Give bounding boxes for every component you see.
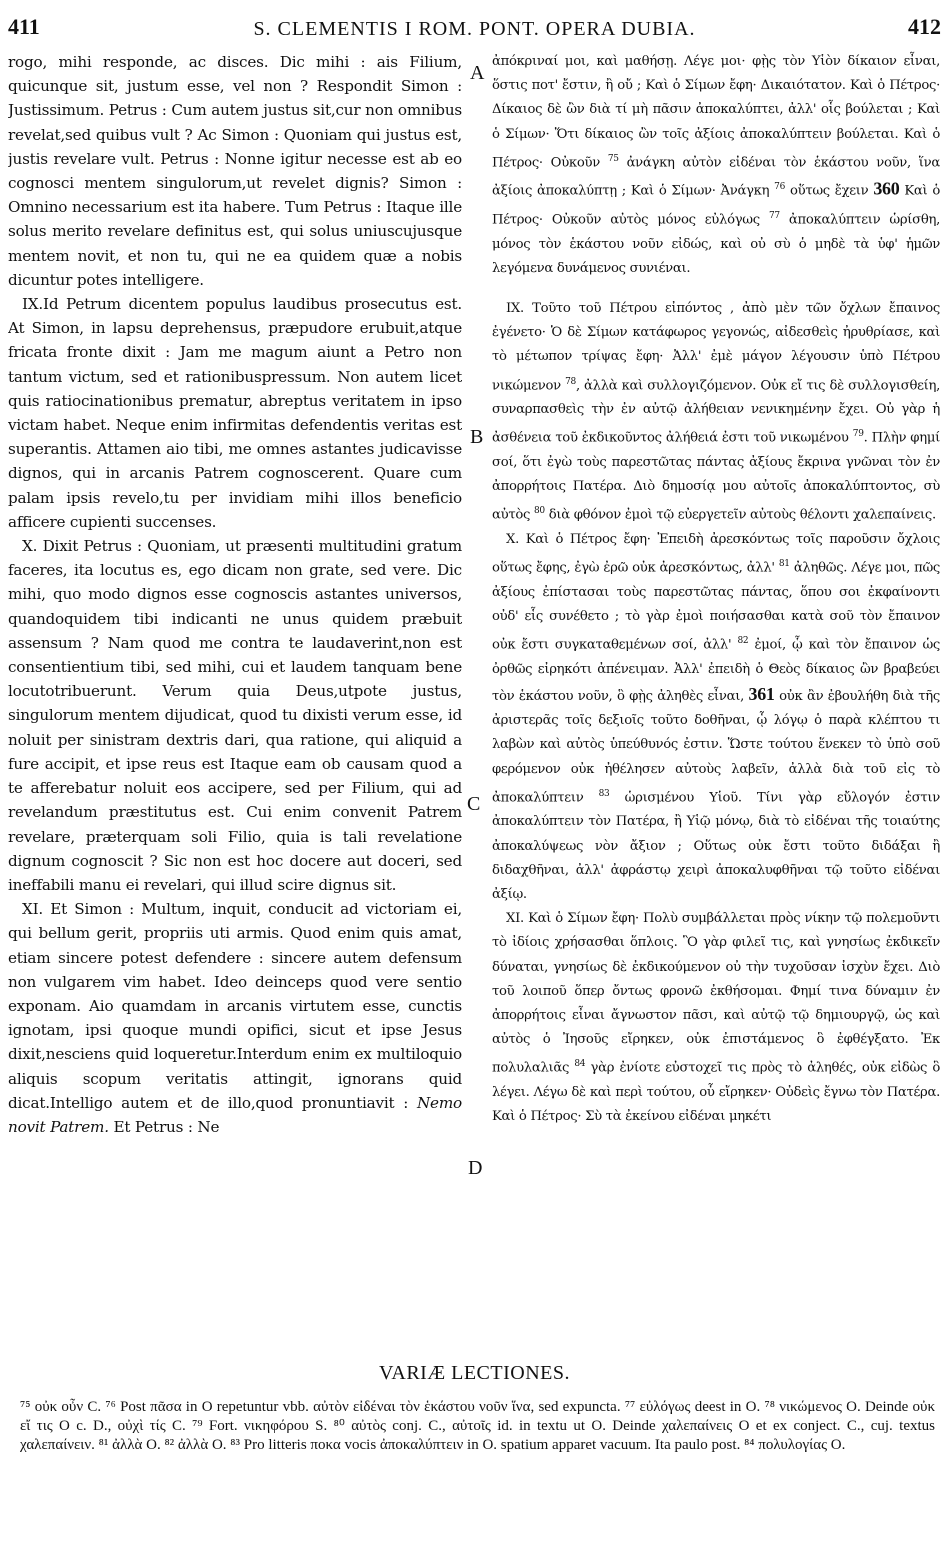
latin-text: XI. Et Simon : Multum, inquit, conducit ad victoriam ei, qui bellum gerit, propriis uti armis. Quod enim quis amat, etiam sincere potest defendere : sincere autem defensum non vulgarem vim habet. Ideo deinceps quod vere sentio exponam. Aio quamdam in arcanis virtutem esse, cunctis ignotam, ipsi quoque mundi opifici, sicut et ipse Jesus dixit,nesciens quid loqueretur.Interdum enim ex multiloquio aliquis scopum veritatis attingit, ignorans quid dicat.Intelligo autem et de illo,quod pronuntiavit : bbox=[8, 900, 462, 1112]
latin-column bbox=[8, 50, 462, 1340]
margin-letter-a: A bbox=[470, 62, 485, 84]
greek-text: ἐμοί, ᾧ καὶ τὸν ἔπαινον ὡς ὀρθῶς εἰρηκότι ἀπένειμαν. Ἀλλ' ἐπειδὴ ὁ Θεὸς δίκαιος ὢν βραβεύει τὸν ἑκάστου νοῦν, ὃ φῂς ἀληθὲς εἶναι, bbox=[492, 637, 940, 704]
greek-text: ἀπόκριναί μοι, καὶ μαθήσῃ. Λέγε μοι· φῂς τὸν Υἱὸν δίκαιον εἶναι, ὅστις ποτ' ἔστιν, ἢ οὔ ; Καὶ ὁ Σίμων ἔφη· Δικαιότατον. Καὶ ὁ Πέτρος· Δίκαιος δὲ ὢν διὰ τί μὴ πᾶσιν ἀποκαλύπτει, ἀλλ' οἷς βούλεται ; Καὶ ὁ Σίμων· Ὅτι δίκαιος ὢν τοῖς ἀξίοις ἀποκαλύπτειν βούλεται. Καὶ ὁ Πέτρος· Οὐκοῦν bbox=[492, 54, 940, 171]
greek-text: ἀνάγκη αὐτὸν εἰδέναι τὸν ἑκάστου νοῦν, ἵνα ἀξίοις ἀποκαλύπτῃ ; Καὶ ὁ Σίμων· Ἀνάγκη bbox=[492, 155, 940, 199]
greek-text: XI. Καὶ ὁ Σίμων ἔφη· Πολὺ συμβάλλεται πρὸς νίκην τῷ πολεμοῦντι τὸ ἰδίοις χρήσασθαι ὅπλοις. Ὃ γὰρ φιλεῖ τις, καὶ γνησίως ἐκδικεῖν δύναται, γνησίως δὲ ἐκδικούμενον οὐ τὴν τυχοῦσαν ἰσχὺν ἔχει. Διὸ τοῦ λοιποῦ ὅπερ ὄντως φρονῶ ἐκθήσομαι. Φημί τινα δύναμιν ἐν ἀπορρήτοις εἶναι ἄγνωστον πᾶσι, καὶ αὐτῷ τῷ δημιουργῷ, ὡς καὶ αὐτὸς ὁ Ἰησοῦς εἴρηκεν, οὐκ ἐπιστάμενος ὃ ἐφθέγξατο. Ἐκ πολυλαλιᾶς bbox=[492, 911, 940, 1076]
footnote-ref: 84 bbox=[574, 1059, 586, 1070]
latin-paragraph: X. Dixit Petrus : Quoniam, ut præsenti multitudini gratum faceres, ita locutus es, ego dicam non grate, sed vere. Dic mihi, quo modo dignos esse cognoscis astantes universos, quandoquidem tibi indicanti ne unus quidem præbuit assensum ? Nam quod me contra te laudaverint,non est consentientium tibi, sed mihi, cui et laudem tanquam bene locutotribuerunt. Verum quia Deus,utpote justus, singulorum mentem dijudicat, quod tu dixisti verum esse, id noluit per sinistram dextris dari, qua ratione, qui aliquid a fure accipit, et ipse reus est Itaque eam ob causam quod a te afferebatur noluit eos accipere, sed per Filium, qui ad revelandum præstitutus est. Cui enim convenit Patrem revelare, præterquam soli Filio, quia is tali revelatione dignum cognoscit ? Sic non est hoc docere aut doceri, sed ineffabili manu ei revelari, qui illud scire dignus sit. bbox=[8, 537, 462, 894]
footnote-ref: 77 bbox=[768, 211, 780, 221]
greek-paragraph bbox=[492, 50, 940, 281]
greek-text: ὡρισμένου Υἱοῦ. Τίνι γὰρ εὔλογόν ἐστιν ἀποκαλύπτειν τὸν Πατέρα, ἢ Υἱῷ μόνῳ, διὰ τὸ εἰδέναι τῆς τοιαύτης ἀποκαλύψεως νὸν ἄξιον ; Οὕτως οὐκ ἔστι τοῦτο διδάξαι ἢ διδαχθῆναι, ἀλλ' ἀφράστῳ χειρὶ ἀποκαλυφθῆναι τῷ τοῦτο εἰδέναι ἀξίῳ. bbox=[492, 790, 940, 903]
greek-text: ἀληθῶς. Λέγε μοι, πῶς ἀξίους ἐπίστασαι τοὺς παρεστῶτας πάντας, ὅπου σοι ἐκφαίνοντι οὐδ' εἷς συνέθετο ; τὸ γὰρ ἐμοὶ ποιήσασθαι κατὰ σοῦ τὸν ἔπαινον οὐκ ἔστι συγκαταθεμένων σοί, ἀλλ' bbox=[492, 560, 940, 653]
footnote-ref: 81 bbox=[778, 559, 790, 570]
latin-paragraph: rogo, mihi responde, ac disces. Dic mihi : ais Filium, quicunque sit, justum esse, vel non ? Respondit Simon : Justissimum. Petrus : Cum autem justus sit,cur non omnibus revelat,sed quibus vult ? Ac Simon : Quoniam qui justus est, justis revelare vult. Petrus : Nonne igitur necesse est ab eo cognosci mentem singulorum,ut revelet dignis? Simon : Omnino necessarium est ita habere. Tum Petrus : Itaque ille solus merito revelare definitus est, qui solus uniuscujusque mentem novit, et non tu, qui ne ea quidem quæ a nobis dicuntur potes intelligere. bbox=[8, 53, 462, 289]
footnote-ref: 80 bbox=[533, 506, 545, 517]
greek-text: ἀποκαλύπτειν ὡρίσθη, μόνος τὸν ἑκάστου νοῦν εἰδώς, καὶ οὐ σὺ ὁ μηδὲ τὰ ὑφ' ἡμῶν λεγόμενα δυνάμενος συνιέναι. bbox=[492, 212, 940, 276]
footnote-ref: 83 bbox=[598, 788, 610, 799]
page-number-left: 411 bbox=[8, 14, 40, 39]
footnote-ref: 75 bbox=[607, 153, 619, 164]
column-marker-360: 360 bbox=[873, 178, 900, 199]
greek-text: Καὶ ὁ Πέτρος· Οὐκοῦν αὐτὸς μόνος εὐλόγως bbox=[492, 183, 940, 228]
latin-paragraph: IX.Id Petrum dicentem populus laudibus prosecutus est. At Simon, in lapsu deprehensus, præpudore erubuit,atque fricata fronte dixit : Jam me magum aiunt a Petro non tantum victum, sed et rationibuspressum. Non autem licet quis ratiocinationibus prematur, abreptus veritatem in ipso victam habet. Neque enim infirmitas defendentis veritas est superantis. Attamen aio tibi, me omnes astantes judicavisse dignos, qui in arcanis Patrem cognoscerent. Quare cum palam ipsis revelo,tu per invidiam mihi illos beneficio afficere cupienti succenses. bbox=[8, 295, 462, 531]
variae-lectiones-heading: VARIÆ LECTIONES. bbox=[379, 1362, 570, 1384]
latin-quotation: Nemo novit Patrem. bbox=[8, 1093, 462, 1136]
greek-column bbox=[492, 50, 940, 1340]
greek-paragraph bbox=[492, 297, 940, 528]
greek-text: οὐκ ἂν ἐβουλήθη διὰ τῆς ἀριστερᾶς τοῖς δεξιοῖς τοῦτο δοθῆναι, ᾧ λόγῳ ὁ παρὰ κλέπτου τι λαβὼν καὶ αὐτὸς ὑπεύθυνός ἐστιν. Ὥστε τούτου ἕνεκεν τὸ ὑπὸ σοῦ φερόμενον οὐκ ἠθέλησεν αὐτοὺς λαβεῖν, ἀλλὰ διὰ τοῦ εἰς τὸ ἀποκαλύπτειν bbox=[492, 689, 940, 806]
margin-letter-b: B bbox=[470, 426, 484, 448]
footnote-ref: 82 bbox=[737, 636, 749, 647]
latin-text: Et Petrus : Ne bbox=[113, 1117, 220, 1136]
greek-text: οὕτως ἔχειν bbox=[789, 183, 869, 199]
greek-paragraph bbox=[492, 907, 940, 1129]
footnote-ref: 79 bbox=[852, 429, 864, 440]
greek-text: IX. Τοῦτο τοῦ Πέτρου εἰπόντος , ἀπὸ μὲν τῶν ὄχλων ἔπαινος ἐγένετο· Ὁ δὲ Σίμων κατάφωρος γεγονώς, αἰδεσθεὶς ἠρυθρίασε, καὶ τὸ μέτωπον τρίψας ἔφη· Ἀλλ' ἐμὲ μάγον λέγουσιν ὑπὸ Πέτρου νικώμενον bbox=[492, 301, 940, 393]
greek-text: X. Καὶ ὁ Πέτρος ἔφη· Ἐπειδὴ ἀρεσκόντως τοῖς παροῦσιν ὄχλοις οὕτως ἔφης, ἐγὼ ἐρῶ οὐκ ἀρεσκόντως, ἀλλ' bbox=[492, 532, 940, 576]
greek-text: γὰρ ἐνίοτε εὐστοχεῖ τις πρὸς τὸ ἀληθές, οὐκ εἰδὼς ὃ λέγει. Λέγω δὲ καὶ περὶ τούτου, οὗ εἴρηκεν· Οὐδεὶς ἔγνω τὸν Πατέρα. Καὶ ὁ Πέτρος· Σὺ τὰ ἐκείνου εἰδέναι μηκέτι bbox=[492, 1060, 940, 1125]
footnote-ref: 78 bbox=[565, 376, 576, 387]
greek-paragraph bbox=[492, 528, 940, 907]
variae-lectiones-notes: ⁷⁵ οὐκ οὖν C. ⁷⁶ Post πᾶσα in O repetuntur vbb. αὐτὸν εἰδέναι τὸν ἑκάστου νοῦν ἵνα, sed expuncta. ⁷⁷ εὐλόγως deest in O. ⁷⁸ νικώμενος O. Deinde οὐκ εἴ τις O c. D., οὐχὶ τίς C. ⁷⁹ Fort. νικηφόρου S. ⁸⁰ αὐτὸς conj. C., αὐτοῖς id. in textu ut O. Deinde χαλεπαίνεις O et ex conject. C., cuj. textus χαλεπαίνειν. ⁸¹ ἀλλὰ O. ⁸² ἀλλὰ O. ⁸³ Pro litteris ποκα vocis ἀποκαλύπτειν in O. spatium apparet vacuum. Ita paulo post. ⁸⁴ πολυλογίας O. bbox=[20, 1399, 935, 1453]
greek-text: . Πλὴν φημί σοί, ὅτι ἐγὼ τοὺς παρεστῶτας πάντας ἀξίους ἔκρινα γνῶναι τὸν ἐν ἀπορρήτοις Πατέρα. Διὸ δημοσίᾳ μου αὐτοῖς ἀποκαλύπτοντος, σὺ αὐτὸς bbox=[492, 430, 940, 523]
page-header bbox=[0, 0, 949, 48]
column-marker-361: 361 bbox=[748, 684, 775, 704]
greek-text: , ἀλλὰ καὶ συλλογιζόμενον. Οὐκ εἴ τις δὲ συλλογισθείη, συναρπασθεὶς τὴν ἐν αὐτῷ ἀλήθειαν νενικημένην ἔχει. Οὐ γὰρ ἡ ἀσθένεια τοῦ ἐκδικοῦντος ἀλήθειά ἐστι τοῦ νικωμένου bbox=[492, 378, 940, 446]
running-title: S. CLEMENTIS I ROM. PONT. OPERA DUBIA. bbox=[253, 18, 696, 40]
margin-letter-c: C bbox=[467, 793, 481, 815]
greek-text: διὰ φθόνον ἐμοὶ τῷ εὐεργετεῖν αὐτοὺς θέλοντι χαλεπαίνεις. bbox=[548, 507, 936, 523]
latin-paragraph bbox=[8, 897, 462, 1139]
footnote-ref: 76 bbox=[774, 182, 786, 193]
margin-letter-d: D bbox=[468, 1157, 483, 1179]
page-number-right: 412 bbox=[908, 14, 941, 39]
